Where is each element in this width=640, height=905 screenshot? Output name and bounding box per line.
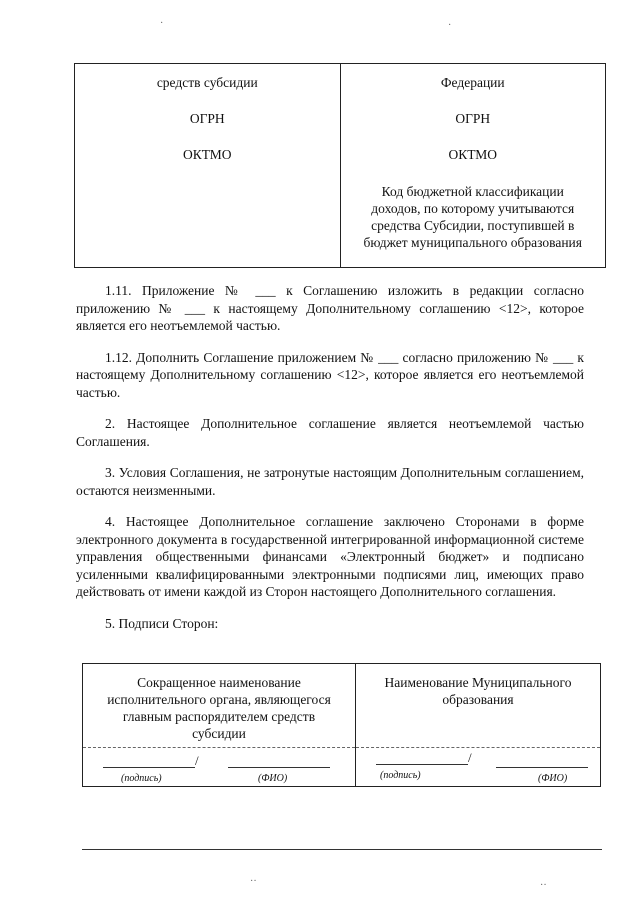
agreement-body bbox=[76, 282, 584, 646]
signature-line bbox=[103, 767, 195, 768]
signature-right-column bbox=[356, 664, 600, 786]
bank-details-left-column bbox=[75, 64, 341, 267]
municipality-header: Наименование Муниципального образования bbox=[384, 675, 572, 707]
divider bbox=[356, 747, 600, 748]
signatures-table bbox=[82, 663, 601, 787]
paragraph-1-12: 1.12. Дополнить Соглашение приложением № ___ согласно приложению № ___ к настоящему Дополнительному соглашению <12>, которое является его неотъемлемой частью. bbox=[76, 349, 584, 400]
left-oktmo-label: ОКТМО bbox=[182, 147, 232, 162]
signature-left-column bbox=[83, 664, 356, 786]
bank-details-right-column bbox=[341, 64, 606, 267]
name-caption: (ФИО) bbox=[538, 773, 568, 784]
scan-speck: ·· bbox=[540, 880, 547, 891]
scan-speck: · bbox=[160, 18, 164, 29]
executive-body-header: Сокращенное наименование исполнительного органа, являющегося главным распорядителем средств субсидии bbox=[107, 675, 331, 741]
signature-line bbox=[376, 764, 468, 765]
right-oktmo-label: ОКТМО bbox=[448, 147, 498, 162]
name-caption: (ФИО) bbox=[258, 773, 288, 784]
right-cell-title: Федерации bbox=[440, 75, 505, 90]
bank-details-table bbox=[74, 63, 606, 268]
scan-speck: ·· bbox=[250, 876, 257, 887]
signature-caption: (подпись) bbox=[121, 773, 162, 784]
paragraph-4: 4. Настоящее Дополнительное соглашение заключено Сторонами в форме электронного документа в государственной интегрированной информационной системе управления общественными финансами «Электронный бюджет» и подписано усиленными квалифицированными электронными подписями лиц, имеющих право действовать от имени каждой из Сторон настоящего Дополнительного соглашения. bbox=[76, 514, 584, 599]
paragraph-1-11: 1.11. Приложение № ___ к Соглашению изложить в редакции согласно приложению № ___ к настоящему Дополнительному соглашению <12>, которое является его неотъемлемой частью. bbox=[76, 283, 584, 333]
slash-separator: / bbox=[195, 753, 199, 768]
budget-classification-code-label: Код бюджетной классификации доходов, по которому учитываются средства Субсидии, поступившей в бюджет муниципального образования bbox=[363, 184, 582, 250]
paragraph-5: 5. Подписи Сторон: bbox=[105, 615, 219, 631]
slash-separator: / bbox=[468, 750, 472, 765]
divider bbox=[83, 747, 355, 748]
signature-caption: (подпись) bbox=[380, 770, 421, 781]
scan-speck: · bbox=[448, 20, 452, 31]
paragraph-3: 3. Условия Соглашения, не затронутые настоящим Дополнительным соглашением, остаются неизменными. bbox=[76, 465, 584, 498]
name-line bbox=[228, 767, 330, 768]
paragraph-2: 2. Настоящее Дополнительное соглашение является неотъемлемой частью Соглашения. bbox=[76, 416, 584, 449]
left-cell-title: средств субсидии bbox=[156, 75, 258, 90]
left-ogrn-label: ОГРН bbox=[189, 111, 225, 126]
name-line bbox=[496, 767, 588, 768]
right-ogrn-label: ОГРН bbox=[455, 111, 491, 126]
footnote-separator bbox=[82, 849, 602, 850]
